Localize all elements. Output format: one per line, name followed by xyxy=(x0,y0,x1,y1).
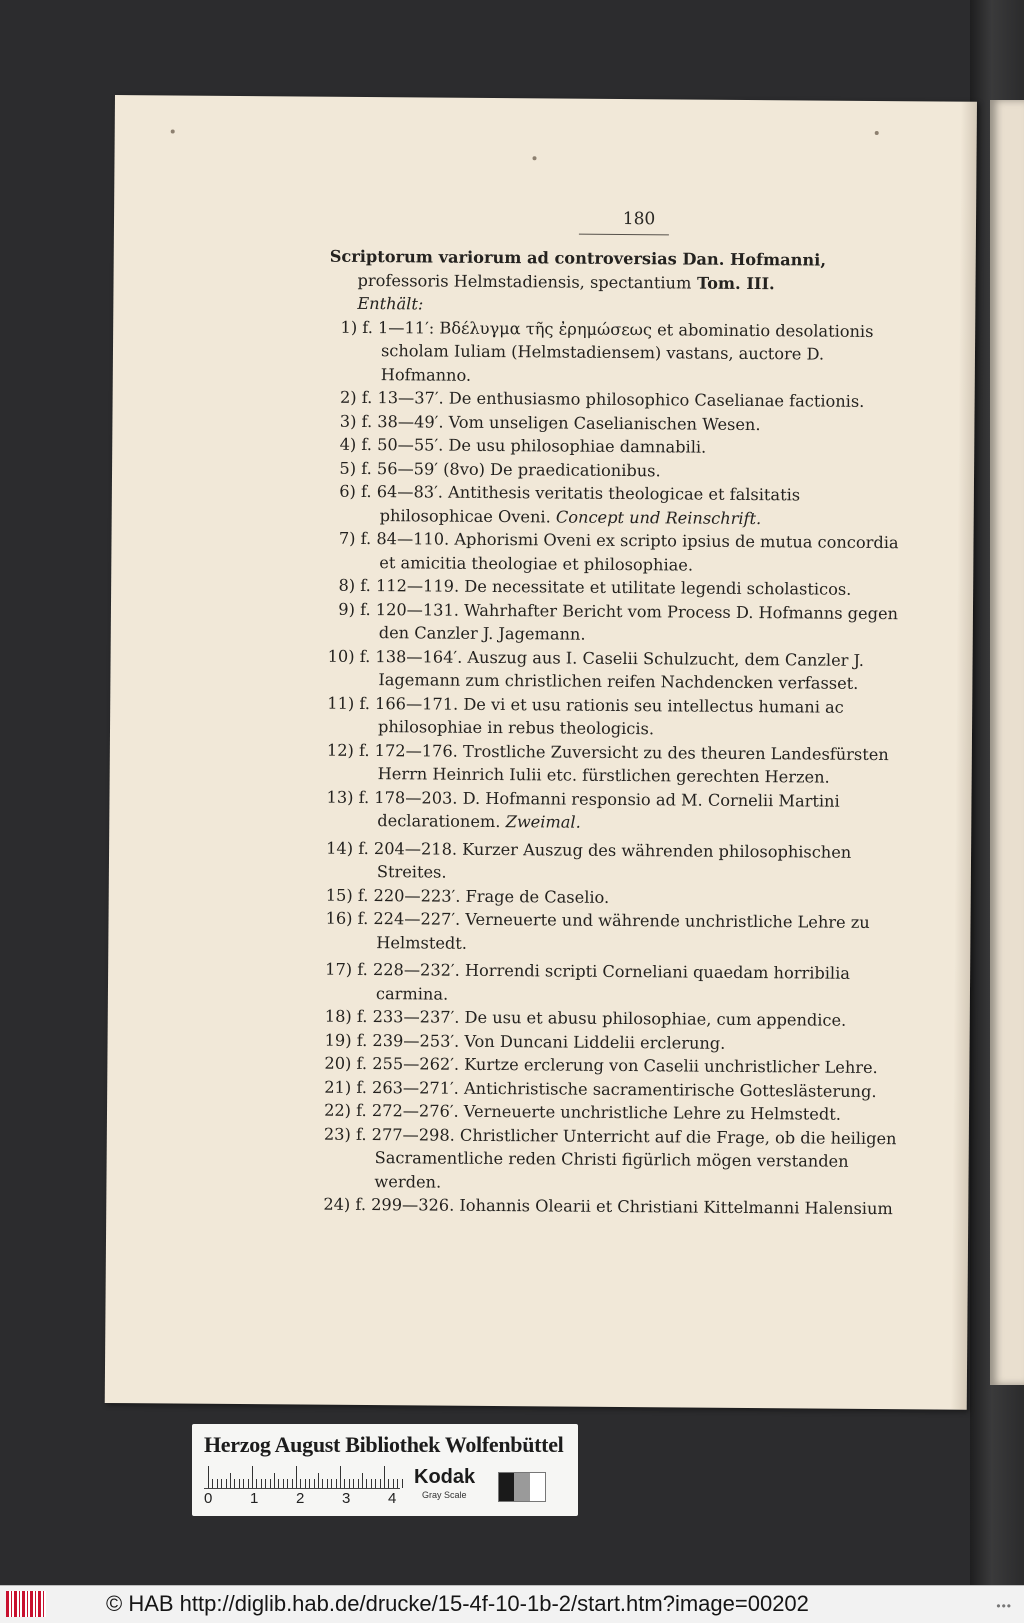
library-name: Herzog August Bibliothek Wolfenbüttel xyxy=(204,1432,564,1457)
gray-swatches xyxy=(498,1472,546,1502)
catalog-text xyxy=(322,245,905,1221)
entry-text: f. 50—55′. De usu philosophiae damnabili. xyxy=(361,434,707,457)
entry-number: 21) xyxy=(324,1077,352,1097)
entry-text: f. 272—276′. Verneuerte unchristliche Lehre zu Helmstedt. xyxy=(356,1100,841,1124)
page-number: 180 xyxy=(622,208,656,230)
facing-page xyxy=(990,100,1024,1385)
entry-text: f. 172—176. Trostliche Zuversicht zu des theuren Landesfürsten Herrn Heinrich Iulii etc. fürstlichen gerechten Herzen. xyxy=(358,740,889,787)
ruler-tick xyxy=(234,1479,235,1488)
barcode-logo-icon xyxy=(6,1591,46,1617)
scanned-page xyxy=(105,95,977,1410)
gray-swatch xyxy=(499,1473,514,1501)
catalog-entry xyxy=(327,527,902,579)
entry-number: 14) xyxy=(326,838,354,858)
ruler-tick xyxy=(300,1479,301,1488)
entry-text: f. 220—223′. Frage de Caselio. xyxy=(357,885,610,907)
ruler-tick xyxy=(371,1479,372,1488)
entry-text: f. 64—83′. Antithesis veritatis theologicae et falsitatis philosophicae Oveni. xyxy=(360,481,801,526)
ruler-tick xyxy=(270,1479,271,1488)
ruler-tick xyxy=(274,1473,275,1488)
copyright-url[interactable]: © HAB http://diglib.hab.de/drucke/15-4f-10-1b-2/start.htm?image=00202 xyxy=(106,1591,809,1616)
ruler-tick xyxy=(393,1479,394,1488)
ruler-tick xyxy=(265,1479,266,1488)
ruler-tick xyxy=(362,1473,363,1488)
ruler-tick xyxy=(327,1479,328,1488)
ruler-label: 1 xyxy=(250,1490,259,1507)
ruler-tick xyxy=(397,1479,398,1488)
entry-number: 5) xyxy=(339,458,357,478)
entry-number: 8) xyxy=(338,575,356,595)
heading-rest: professoris Helmstadiensis, spectantium xyxy=(357,270,692,293)
ruler-tick xyxy=(256,1479,257,1488)
ruler-tick xyxy=(402,1479,403,1488)
entry-text: f. 13—37′. De enthusiasmo philosophico Caselianae factionis. xyxy=(361,387,865,411)
entry-text: f. 255—262′. Kurtze erclerung von Caselii unchristlicher Lehre. xyxy=(356,1053,878,1078)
ruler-tick xyxy=(375,1479,376,1488)
ruler-tick xyxy=(243,1479,244,1488)
entry-number: 19) xyxy=(324,1030,352,1050)
paper-speck xyxy=(875,131,879,135)
catalog-entry xyxy=(322,1193,897,1221)
entry-number: 22) xyxy=(324,1100,352,1120)
entry-number: 13) xyxy=(326,787,354,807)
catalog-entry xyxy=(328,480,903,532)
ruler-tick xyxy=(230,1473,231,1488)
entry-number: 6) xyxy=(339,481,356,501)
catalog-heading xyxy=(329,245,904,297)
entry-number: 1) xyxy=(340,317,358,337)
entry-number: 4) xyxy=(339,434,357,454)
ruler-tick xyxy=(366,1479,367,1488)
ruler-tick xyxy=(278,1479,279,1488)
entry-text: f. 38—49′. Vom unseligen Caselianischen Wesen. xyxy=(361,411,761,434)
entry-text: f. 138—164′. Auszug aus I. Caselii Schulzucht, dem Canzler J. Iagemann zum christlichen reifen Nachdencken verfasset. xyxy=(359,646,865,693)
entry-number: 2) xyxy=(339,387,357,407)
ruler-tick xyxy=(252,1466,253,1488)
entry-number: 18) xyxy=(324,1006,352,1026)
entry-text: f. 112—119. De necessitate et utilitate legendi scholasticos. xyxy=(360,575,852,599)
catalog-entry xyxy=(326,644,901,696)
entry-list xyxy=(322,315,904,1220)
entry-text: f. 166—171. De vi et usu rationis seu intellectus humani ac philosophiae in rebus theologicis. xyxy=(359,693,844,739)
ruler-tick xyxy=(248,1479,249,1488)
entry-text: f. 178—203. D. Hofmanni responsio ad M. Cornelii Martini declarationem. xyxy=(358,787,840,832)
entry-number: 3) xyxy=(339,411,357,431)
kodak-logo: Kodak xyxy=(414,1466,476,1488)
ruler-label: 0 xyxy=(204,1490,213,1507)
ruler-tick xyxy=(221,1479,222,1488)
entry-text: f. 263—271′. Antichristische sacramentirische Gotteslästerung. xyxy=(356,1077,877,1101)
ruler-tick xyxy=(292,1479,293,1488)
entry-text: f. 228—232′. Horrendi scripti Corneliani quaedam horribilia carmina. xyxy=(357,959,851,1004)
more-options-icon[interactable]: ••• xyxy=(996,1599,1012,1613)
ruler-tick xyxy=(331,1479,332,1488)
catalog-entry xyxy=(327,597,902,649)
ruler-tick xyxy=(287,1479,288,1488)
catalog-entry xyxy=(325,836,900,888)
entry-text: f. 224—227′. Verneuerte und währende unchristliche Lehre zu Helmstedt. xyxy=(357,908,870,953)
entry-number: 16) xyxy=(325,908,353,928)
entry-number: 9) xyxy=(338,599,356,619)
ruler-tick xyxy=(340,1466,341,1488)
entry-note: Concept und Reinschrift. xyxy=(555,506,762,528)
ruler-tick xyxy=(305,1479,306,1488)
entry-number: 15) xyxy=(325,885,353,905)
catalog-entry xyxy=(326,691,901,743)
catalog-entry xyxy=(329,315,905,390)
catalog-entry xyxy=(324,958,899,1010)
entry-note: Zweimal. xyxy=(505,812,581,832)
entry-number: 12) xyxy=(326,740,354,760)
ruler-tick xyxy=(353,1479,354,1488)
entry-text: f. 56—59′ (8vo) De praedicationibus. xyxy=(361,458,661,480)
entry-number: 11) xyxy=(327,693,355,713)
catalog-entry xyxy=(322,1122,898,1197)
ruler-tick xyxy=(384,1466,385,1488)
scale-ruler xyxy=(204,1464,400,1489)
entry-text: f. 299—326. Iohannis Olearii et Christiani Kittelmanni Halensium xyxy=(355,1194,893,1219)
entry-text: f. 277—298. Christlicher Unterricht auf die Frage, ob die heiligen Sacramentliche reden Christi figürlich mögen verstanden werden. xyxy=(355,1124,897,1192)
ruler-tick xyxy=(318,1473,319,1488)
ruler-tick xyxy=(261,1479,262,1488)
catalog-entry xyxy=(326,738,901,790)
entry-text: f. 120—131. Wahrhafter Bericht vom Process D. Hofmanns gegen den Canzler J. Jagemann. xyxy=(360,599,899,644)
ruler-tick xyxy=(283,1479,284,1488)
footer-bar xyxy=(0,1585,1024,1623)
ruler-tick xyxy=(349,1479,350,1488)
ruler-label: 2 xyxy=(296,1490,305,1507)
heading-bold-end: Tom. III. xyxy=(691,273,775,293)
gray-swatch xyxy=(530,1473,545,1501)
gray-scale-label: Gray Scale xyxy=(422,1490,467,1500)
entry-text: f. 204—218. Kurzer Auszug des währenden philosophischen Streites. xyxy=(358,838,852,882)
ruler-tick xyxy=(239,1479,240,1488)
entry-number: 24) xyxy=(323,1194,351,1214)
paper-speck xyxy=(171,129,175,133)
ruler-tick xyxy=(208,1466,209,1488)
ruler-tick xyxy=(322,1479,323,1488)
catalog-entry xyxy=(325,785,900,837)
ruler-tick xyxy=(212,1479,213,1488)
color-reference-card xyxy=(192,1424,578,1516)
entry-number: 7) xyxy=(338,528,356,548)
ruler-tick xyxy=(314,1479,315,1488)
ruler-tick xyxy=(217,1479,218,1488)
ruler-label: 4 xyxy=(388,1490,397,1507)
entry-number: 20) xyxy=(324,1053,352,1073)
paper-speck xyxy=(533,156,537,160)
ruler-tick xyxy=(388,1479,389,1488)
ruler-tick xyxy=(344,1479,345,1488)
contents-label: Enthält: xyxy=(357,293,424,314)
gray-swatch xyxy=(514,1473,529,1501)
ruler-tick xyxy=(296,1466,297,1488)
ruler-tick xyxy=(380,1479,381,1488)
ruler-labels xyxy=(202,1490,402,1510)
entry-number: 17) xyxy=(325,959,353,979)
ruler-label: 3 xyxy=(342,1490,351,1507)
entry-number: 10) xyxy=(327,646,355,666)
page-number-rule xyxy=(579,234,669,236)
ruler-tick xyxy=(336,1479,337,1488)
ruler-tick xyxy=(358,1479,359,1488)
catalog-entry xyxy=(324,907,899,959)
entry-text: f. 239—253′. Von Duncani Liddelii erclerung. xyxy=(356,1030,726,1053)
entry-text: f. 1—11′: Βδέλυγμα τῆς ἐρημώσεως et abominatio desolationis scholam Iuliam (Helmstadiensem) vastans, auctore D. Hofmanno. xyxy=(362,317,874,385)
heading-bold: Scriptorum variorum ad controversias Dan. Hofmanni, xyxy=(329,246,827,270)
entry-text: f. 233—237′. De usu et abusu philosophiae, cum appendice. xyxy=(356,1006,847,1030)
entry-number: 23) xyxy=(323,1124,351,1144)
entry-text: f. 84—110. Aphorismi Oveni ex scripto ipsius de mutua concordia et amicitia theologiae et philosophiae. xyxy=(360,528,899,575)
ruler-tick xyxy=(309,1479,310,1488)
ruler-tick xyxy=(226,1479,227,1488)
